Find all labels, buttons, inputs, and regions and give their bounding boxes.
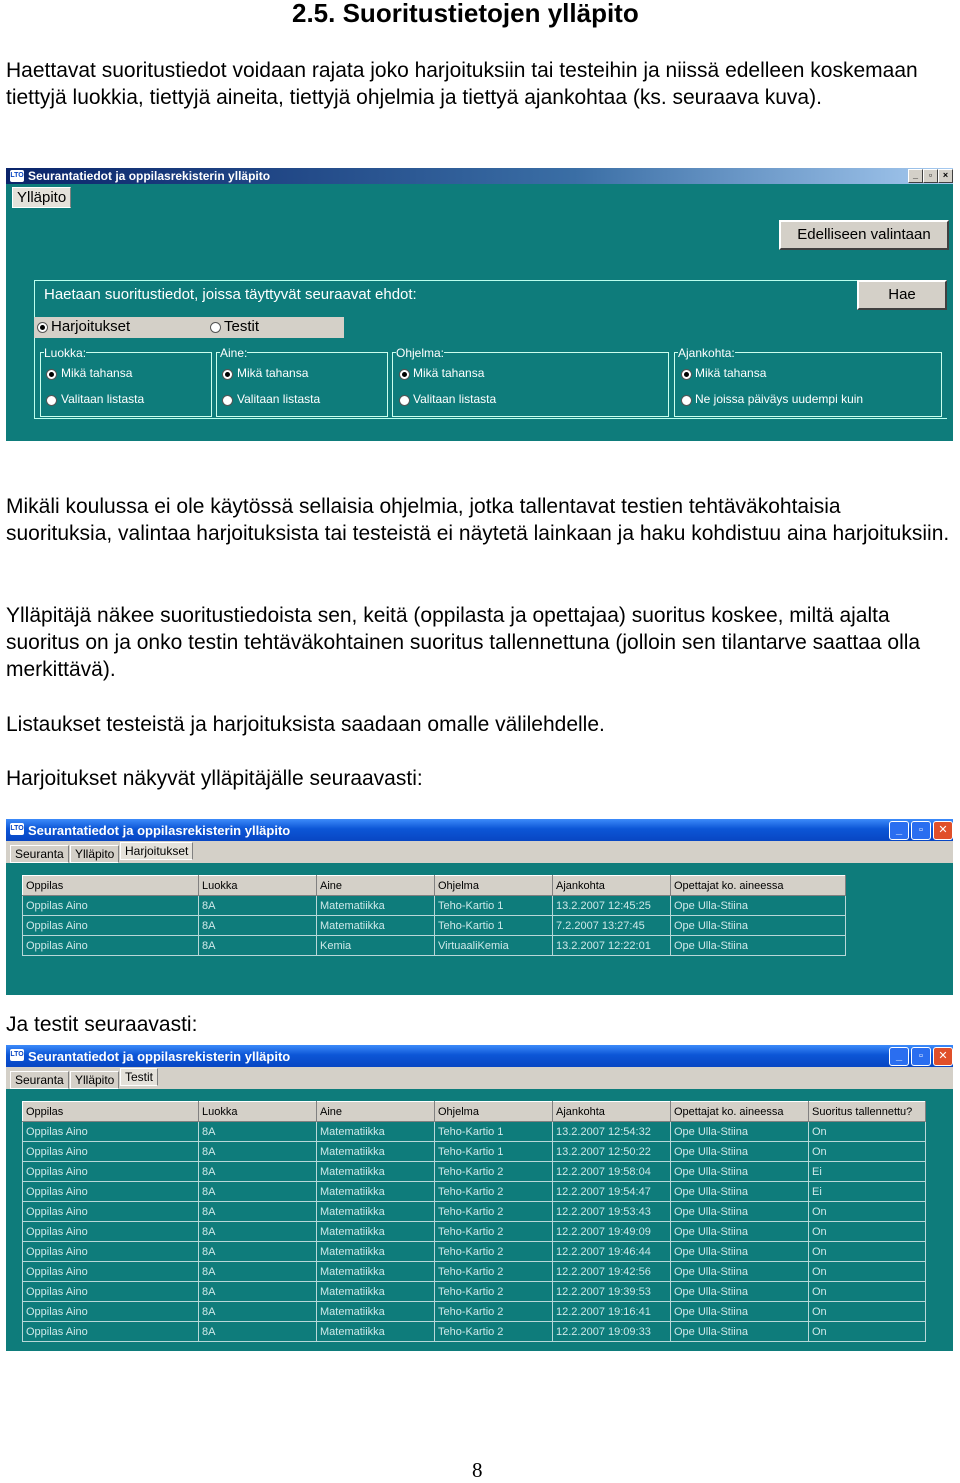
table-cell[interactable]: Teho-Kartio 1 bbox=[435, 896, 553, 916]
group-ohjelma-title: Ohjelma: bbox=[396, 346, 445, 360]
table-cell[interactable]: Matematiikka bbox=[317, 1262, 435, 1282]
column-header[interactable]: Ohjelma bbox=[435, 1102, 553, 1122]
group-aine-title: Aine: bbox=[220, 346, 248, 360]
close-icon[interactable]: × bbox=[938, 169, 953, 183]
table-cell[interactable]: 8A bbox=[199, 1202, 317, 1222]
table-cell[interactable]: Ope Ulla-Stiina bbox=[671, 1142, 809, 1162]
radio-ajankohta-newer[interactable] bbox=[681, 395, 692, 406]
table-cell[interactable]: Ope Ulla-Stiina bbox=[671, 916, 846, 936]
column-header[interactable]: Oppilas bbox=[23, 1102, 199, 1122]
radio-luokka-any-label: Mikä tahansa bbox=[61, 366, 133, 380]
radio-ajankohta-any-label: Mikä tahansa bbox=[695, 366, 767, 380]
table-cell[interactable]: On bbox=[809, 1262, 926, 1282]
app-logo: LTO bbox=[10, 170, 24, 182]
tab-bar bbox=[6, 841, 953, 863]
table-cell[interactable]: 12.2.2007 19:53:43 bbox=[553, 1202, 671, 1222]
table-cell[interactable]: Oppilas Aino bbox=[23, 916, 199, 936]
radio-luokka-any[interactable] bbox=[46, 369, 57, 380]
group-luokka bbox=[40, 352, 212, 417]
type-selector bbox=[34, 317, 344, 338]
table-cell[interactable]: 12.2.2007 19:46:44 bbox=[553, 1242, 671, 1262]
table-header-row bbox=[23, 876, 846, 896]
group-ajankohta bbox=[674, 352, 942, 417]
table-cell[interactable]: 12.2.2007 19:42:56 bbox=[553, 1262, 671, 1282]
table-cell[interactable]: 8A bbox=[199, 896, 317, 916]
radio-aine-any[interactable] bbox=[222, 369, 233, 380]
table-cell[interactable]: Oppilas Aino bbox=[23, 1202, 199, 1222]
app-logo: LTO bbox=[10, 1049, 24, 1061]
table-header-row bbox=[23, 1102, 926, 1122]
table-cell[interactable]: Oppilas Aino bbox=[23, 1322, 199, 1342]
tab-bar bbox=[6, 1067, 953, 1089]
column-header[interactable]: Opettajat ko. aineessa bbox=[671, 1102, 809, 1122]
exercises-window bbox=[6, 819, 953, 995]
table-cell[interactable]: 12.2.2007 19:49:09 bbox=[553, 1222, 671, 1242]
column-header[interactable]: Suoritus tallennettu? bbox=[809, 1102, 926, 1122]
radio-aine-any-label: Mikä tahansa bbox=[237, 366, 309, 380]
table-cell[interactable]: On bbox=[809, 1142, 926, 1162]
table-row[interactable] bbox=[23, 936, 846, 956]
radio-luokka-list-label: Valitaan listasta bbox=[61, 392, 145, 406]
table-row[interactable] bbox=[23, 1222, 926, 1242]
page-number: 8 bbox=[472, 1458, 483, 1482]
table-cell[interactable]: 12.2.2007 19:09:33 bbox=[553, 1322, 671, 1342]
table-cell[interactable]: Teho-Kartio 2 bbox=[435, 1282, 553, 1302]
table-cell[interactable]: 8A bbox=[199, 1282, 317, 1302]
group-ohjelma bbox=[392, 352, 669, 417]
table-cell[interactable]: Oppilas Aino bbox=[23, 1302, 199, 1322]
group-ajankohta-title: Ajankohta: bbox=[678, 346, 735, 360]
table-cell[interactable]: Matematiikka bbox=[317, 1202, 435, 1222]
paragraph-4: Listaukset testeistä ja harjoituksista saadaan omalle välilehdelle. bbox=[6, 713, 605, 736]
table-row[interactable] bbox=[23, 916, 846, 936]
table-row[interactable] bbox=[23, 1322, 926, 1342]
table-cell[interactable]: On bbox=[809, 1122, 926, 1142]
table-cell[interactable]: Oppilas Aino bbox=[23, 1282, 199, 1302]
table-cell[interactable]: On bbox=[809, 1202, 926, 1222]
table-cell[interactable]: Teho-Kartio 2 bbox=[435, 1162, 553, 1182]
table-cell[interactable]: Oppilas Aino bbox=[23, 1122, 199, 1142]
radio-ajankohta-newer-label: Ne joissa päiväys uudempi kuin bbox=[695, 392, 864, 406]
column-header[interactable]: Ohjelma bbox=[435, 876, 553, 896]
table-cell[interactable]: On bbox=[809, 1302, 926, 1322]
radio-harjoitukset-label: Harjoitukset bbox=[51, 318, 131, 335]
close-icon[interactable]: ✕ bbox=[933, 821, 953, 840]
paragraph-3: Ylläpitäjä näkee suoritustiedoista sen, keitä (oppilasta ja opettajaa) suoritus koskee, miltä ajalta suoritus on ja onko testin tehtäväkohtainen suoritus tallennettuna (jolloin sen tilantarve saattaa olla merkittävä). bbox=[6, 604, 921, 681]
maximize-icon[interactable]: ▫ bbox=[911, 1047, 931, 1066]
column-header[interactable]: Luokka bbox=[199, 1102, 317, 1122]
table-cell[interactable]: VirtuaaliKemia bbox=[435, 936, 553, 956]
tests-window bbox=[6, 1045, 953, 1351]
table-cell[interactable]: Ope Ulla-Stiina bbox=[671, 1222, 809, 1242]
table-cell[interactable]: 8A bbox=[199, 916, 317, 936]
table-cell[interactable]: On bbox=[809, 1282, 926, 1302]
table-cell[interactable]: 8A bbox=[199, 1162, 317, 1182]
tab-testit[interactable]: Testit bbox=[120, 1068, 158, 1086]
table-cell[interactable]: 13.2.2007 12:22:01 bbox=[553, 936, 671, 956]
tests-table bbox=[22, 1101, 926, 1342]
column-header[interactable]: Ajankohta bbox=[553, 1102, 671, 1122]
table-cell[interactable]: 8A bbox=[199, 936, 317, 956]
tab-seuranta[interactable]: Seuranta bbox=[10, 845, 69, 863]
tab-yllapito[interactable]: Ylläpito bbox=[70, 845, 119, 863]
table-cell[interactable]: Matematiikka bbox=[317, 1242, 435, 1262]
paragraph-6: Ja testit seuraavasti: bbox=[6, 1013, 198, 1036]
table-row[interactable] bbox=[23, 1242, 926, 1262]
table-row[interactable] bbox=[23, 1122, 926, 1142]
table-cell[interactable]: Ope Ulla-Stiina bbox=[671, 1322, 809, 1342]
table-cell[interactable]: 13.2.2007 12:50:22 bbox=[553, 1142, 671, 1162]
radio-aine-list[interactable] bbox=[222, 395, 233, 406]
search-label: Haetaan suoritustiedot, joissa täyttyvät seuraavat ehdot: bbox=[44, 286, 417, 303]
table-cell[interactable]: Ope Ulla-Stiina bbox=[671, 1182, 809, 1202]
radio-testit-label: Testit bbox=[224, 318, 260, 335]
table-cell[interactable]: Ope Ulla-Stiina bbox=[671, 1162, 809, 1182]
table-cell[interactable]: Matematiikka bbox=[317, 1302, 435, 1322]
table-cell[interactable]: Ope Ulla-Stiina bbox=[671, 1202, 809, 1222]
table-cell[interactable]: Teho-Kartio 2 bbox=[435, 1182, 553, 1202]
tab-yllapito[interactable]: Ylläpito bbox=[12, 187, 71, 208]
table-cell[interactable]: Matematiikka bbox=[317, 896, 435, 916]
table-cell[interactable]: Matematiikka bbox=[317, 1282, 435, 1302]
table-row[interactable] bbox=[23, 1302, 926, 1322]
table-cell[interactable]: 8A bbox=[199, 1242, 317, 1262]
table-cell[interactable]: 8A bbox=[199, 1122, 317, 1142]
table-cell[interactable]: Ei bbox=[809, 1182, 926, 1202]
search-window bbox=[6, 168, 953, 441]
table-cell[interactable]: Teho-Kartio 2 bbox=[435, 1302, 553, 1322]
table-cell[interactable]: On bbox=[809, 1322, 926, 1342]
table-cell[interactable]: 12.2.2007 19:39:53 bbox=[553, 1282, 671, 1302]
table-cell[interactable]: Matematiikka bbox=[317, 1162, 435, 1182]
maximize-icon[interactable]: ▫ bbox=[911, 821, 931, 840]
table-cell[interactable]: 8A bbox=[199, 1262, 317, 1282]
table-cell[interactable]: 8A bbox=[199, 1322, 317, 1342]
radio-ohjelma-any-label: Mikä tahansa bbox=[413, 366, 485, 380]
maximize-icon[interactable]: ▫ bbox=[923, 169, 938, 183]
window-titlebar bbox=[6, 819, 953, 841]
table-cell[interactable]: 12.2.2007 19:58:04 bbox=[553, 1162, 671, 1182]
group-aine bbox=[216, 352, 388, 417]
search-button[interactable]: Hae bbox=[857, 280, 947, 310]
table-cell[interactable]: Oppilas Aino bbox=[23, 1142, 199, 1162]
minimize-icon[interactable]: _ bbox=[889, 821, 909, 840]
table-cell[interactable]: 12.2.2007 19:54:47 bbox=[553, 1182, 671, 1202]
radio-aine-list-label: Valitaan listasta bbox=[237, 392, 321, 406]
tab-seuranta[interactable]: Seuranta bbox=[10, 1071, 69, 1089]
table-cell[interactable]: 12.2.2007 19:16:41 bbox=[553, 1302, 671, 1322]
table-cell[interactable]: Teho-Kartio 1 bbox=[435, 916, 553, 936]
table-cell[interactable]: Teho-Kartio 2 bbox=[435, 1222, 553, 1242]
table-cell[interactable]: 7.2.2007 13:27:45 bbox=[553, 916, 671, 936]
tab-bar bbox=[6, 184, 953, 208]
page-heading: 2.5. Suoritustietojen ylläpito bbox=[292, 0, 639, 28]
table-cell[interactable]: Kemia bbox=[317, 936, 435, 956]
table-cell[interactable]: Teho-Kartio 2 bbox=[435, 1262, 553, 1282]
radio-luokka-list[interactable] bbox=[46, 395, 57, 406]
window-title: Seurantatiedot ja oppilasrekisterin ylläpito bbox=[28, 169, 271, 183]
column-header[interactable]: Aine bbox=[317, 1102, 435, 1122]
column-header[interactable]: Aine bbox=[317, 876, 435, 896]
table-cell[interactable]: Teho-Kartio 2 bbox=[435, 1202, 553, 1222]
table-cell[interactable]: Oppilas Aino bbox=[23, 1222, 199, 1242]
table-row[interactable] bbox=[23, 1282, 926, 1302]
table-cell[interactable]: Oppilas Aino bbox=[23, 896, 199, 916]
table-cell[interactable]: 8A bbox=[199, 1142, 317, 1162]
window-title: Seurantatiedot ja oppilasrekisterin ylläpito bbox=[28, 1049, 291, 1064]
table-cell[interactable]: 13.2.2007 12:45:25 bbox=[553, 896, 671, 916]
table-cell[interactable]: Matematiikka bbox=[317, 1142, 435, 1162]
table-row[interactable] bbox=[23, 1202, 926, 1222]
intro-paragraph: Haettavat suoritustiedot voidaan rajata joko harjoituksiin tai testeihin ja niissä edelleen koskemaan tiettyjä luokkia, tiettyjä aineita, tiettyjä ohjelmia ja tiettyä ajankohtaa (ks. seuraava kuva). bbox=[6, 59, 918, 109]
table-cell[interactable]: Matematiikka bbox=[317, 1122, 435, 1142]
close-icon[interactable]: ✕ bbox=[933, 1047, 953, 1066]
table-row[interactable] bbox=[23, 1142, 926, 1162]
table-cell[interactable]: On bbox=[809, 1222, 926, 1242]
table-cell[interactable]: Matematiikka bbox=[317, 1222, 435, 1242]
table-cell[interactable]: Ei bbox=[809, 1162, 926, 1182]
table-cell[interactable]: Oppilas Aino bbox=[23, 936, 199, 956]
minimize-icon[interactable]: _ bbox=[908, 169, 923, 183]
column-header[interactable]: Opettajat ko. aineessa bbox=[671, 876, 846, 896]
table-cell[interactable]: Matematiikka bbox=[317, 916, 435, 936]
table-cell[interactable]: Ope Ulla-Stiina bbox=[671, 1302, 809, 1322]
table-cell[interactable]: Ope Ulla-Stiina bbox=[671, 1262, 809, 1282]
table-row[interactable] bbox=[23, 1182, 926, 1202]
tab-yllapito[interactable]: Ylläpito bbox=[70, 1071, 119, 1089]
table-cell[interactable]: Teho-Kartio 2 bbox=[435, 1322, 553, 1342]
table-cell[interactable]: Ope Ulla-Stiina bbox=[671, 896, 846, 916]
table-row[interactable] bbox=[23, 1262, 926, 1282]
table-cell[interactable]: Teho-Kartio 1 bbox=[435, 1142, 553, 1162]
radio-ohjelma-any[interactable] bbox=[399, 369, 410, 380]
group-luokka-title: Luokka: bbox=[44, 346, 87, 360]
paragraph-5: Harjoitukset näkyvät ylläpitäjälle seuraavasti: bbox=[6, 767, 423, 790]
radio-testit[interactable] bbox=[210, 322, 221, 333]
table-cell[interactable]: On bbox=[809, 1242, 926, 1262]
table-cell[interactable]: Ope Ulla-Stiina bbox=[671, 1242, 809, 1262]
exercises-table bbox=[22, 875, 846, 956]
table-row[interactable] bbox=[23, 896, 846, 916]
table-cell[interactable]: 13.2.2007 12:54:32 bbox=[553, 1122, 671, 1142]
app-logo: LTO bbox=[10, 823, 24, 835]
table-cell[interactable]: Oppilas Aino bbox=[23, 1162, 199, 1182]
tab-harjoitukset[interactable]: Harjoitukset bbox=[120, 842, 193, 860]
table-cell[interactable]: Ope Ulla-Stiina bbox=[671, 1282, 809, 1302]
table-cell[interactable]: 8A bbox=[199, 1222, 317, 1242]
window-titlebar bbox=[6, 168, 953, 184]
column-header[interactable]: Luokka bbox=[199, 876, 317, 896]
table-row[interactable] bbox=[23, 1162, 926, 1182]
table-cell[interactable]: Teho-Kartio 2 bbox=[435, 1242, 553, 1262]
window-titlebar bbox=[6, 1045, 953, 1067]
column-header[interactable]: Oppilas bbox=[23, 876, 199, 896]
table-cell[interactable]: Matematiikka bbox=[317, 1322, 435, 1342]
table-cell[interactable]: Ope Ulla-Stiina bbox=[671, 936, 846, 956]
radio-harjoitukset[interactable] bbox=[37, 322, 48, 333]
radio-ohjelma-list-label: Valitaan listasta bbox=[413, 392, 497, 406]
back-button[interactable]: Edelliseen valintaan bbox=[779, 220, 949, 250]
radio-ajankohta-any[interactable] bbox=[681, 369, 692, 380]
window-title: Seurantatiedot ja oppilasrekisterin ylläpito bbox=[28, 823, 291, 838]
minimize-icon[interactable]: _ bbox=[889, 1047, 909, 1066]
table-cell[interactable]: Oppilas Aino bbox=[23, 1182, 199, 1202]
table-cell[interactable]: Ope Ulla-Stiina bbox=[671, 1122, 809, 1142]
table-cell[interactable]: 8A bbox=[199, 1182, 317, 1202]
table-cell[interactable]: Oppilas Aino bbox=[23, 1262, 199, 1282]
table-cell[interactable]: Teho-Kartio 1 bbox=[435, 1122, 553, 1142]
column-header[interactable]: Ajankohta bbox=[553, 876, 671, 896]
table-cell[interactable]: Matematiikka bbox=[317, 1182, 435, 1202]
table-cell[interactable]: Oppilas Aino bbox=[23, 1242, 199, 1262]
table-cell[interactable]: 8A bbox=[199, 1302, 317, 1322]
radio-ohjelma-list[interactable] bbox=[399, 395, 410, 406]
paragraph-2: Mikäli koulussa ei ole käytössä sellaisia ohjelmia, jotka tallentavat testien tehtäväkohtaisia suorituksia, valintaa harjoituksista tai testeistä ei näytetä lainkaan ja haku kohdistuu aina harjoituksiin. bbox=[6, 495, 950, 545]
